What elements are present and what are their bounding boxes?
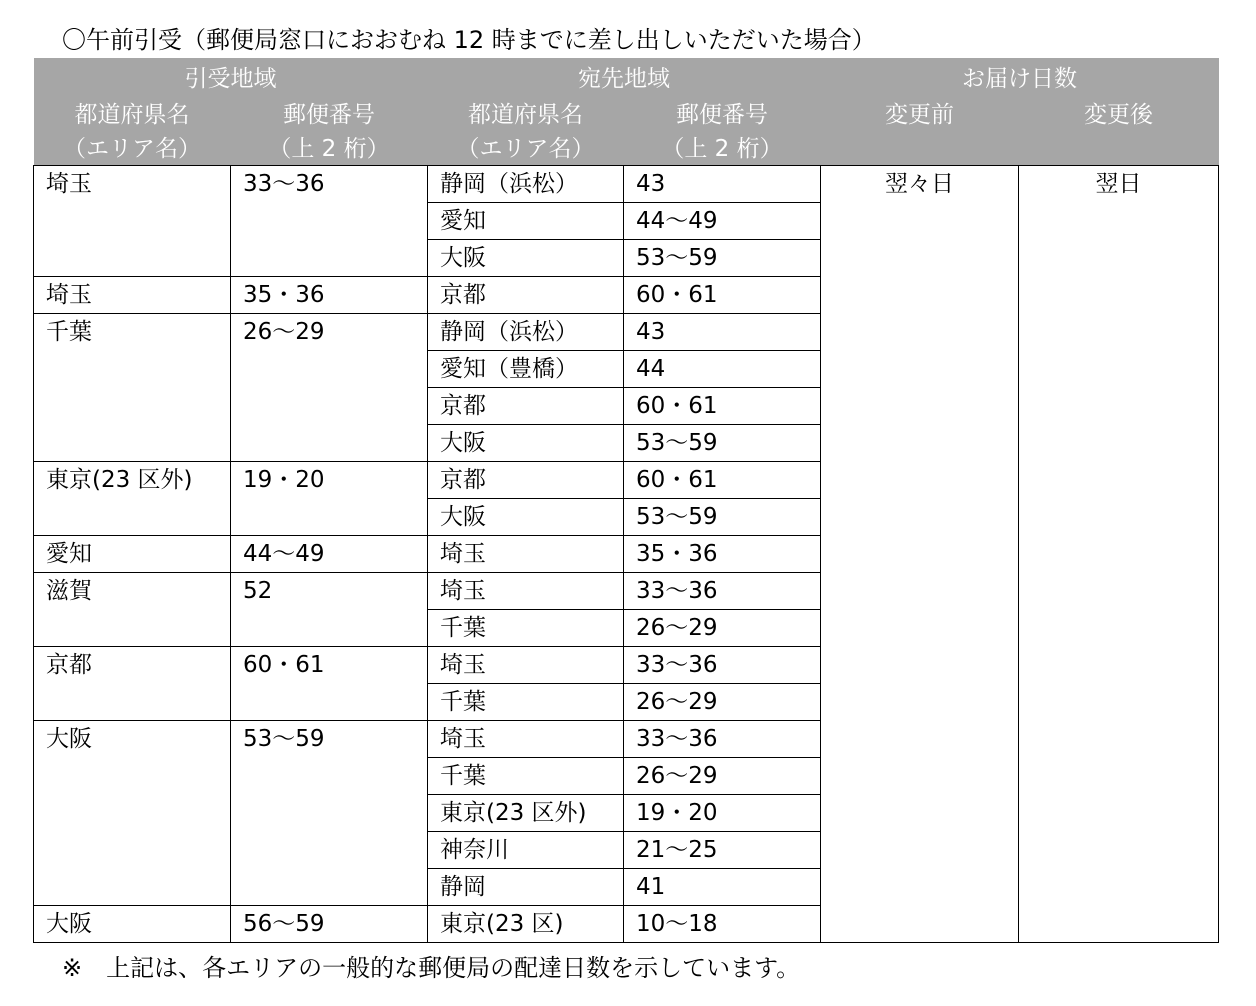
dest-pref-cell: 京都 [428, 462, 624, 499]
page-title: 〇午前引受（郵便局窓口におおむね 12 時までに差し出しいただいた場合） [62, 26, 876, 54]
dest-zip-cell: 53～59 [624, 425, 821, 462]
dest-group-header: 宛先地域 [428, 58, 821, 94]
dest-pref-cell: 千葉 [428, 610, 624, 647]
dest-pref-cell: 埼玉 [428, 536, 624, 573]
dest-pref-cell: 神奈川 [428, 832, 624, 869]
dest-pref-cell: 埼玉 [428, 573, 624, 610]
after-subheader [1019, 130, 1219, 166]
origin-pref-cell: 大阪 [34, 721, 231, 906]
dest-pref-cell: 東京(23 区) [428, 906, 624, 943]
dest-zip-cell: 60・61 [624, 462, 821, 499]
dest-pref-cell: 愛知（豊橋） [428, 351, 624, 388]
dest-zip-cell: 33～36 [624, 647, 821, 684]
origin-zip-header: 郵便番号 [231, 94, 428, 130]
dest-zip-header: 郵便番号 [624, 94, 821, 130]
dest-zip-cell: 41 [624, 869, 821, 906]
origin-pref-cell: 千葉 [34, 314, 231, 462]
origin-pref-header: 都道府県名 [34, 94, 231, 130]
dest-pref-cell: 京都 [428, 277, 624, 314]
table-row [34, 166, 1219, 203]
origin-zip-cell: 56～59 [231, 906, 428, 943]
dest-zip-cell: 44 [624, 351, 821, 388]
dest-pref-cell: 千葉 [428, 684, 624, 721]
delivery-days-table [33, 58, 1219, 943]
days-before-cell: 翌々日 [821, 166, 1019, 943]
dest-zip-cell: 60・61 [624, 277, 821, 314]
dest-pref-cell: 静岡（浜松） [428, 314, 624, 351]
table-header [34, 58, 1219, 166]
dest-pref-header: 都道府県名 [428, 94, 624, 130]
dest-zip-subheader: （上 2 桁） [624, 130, 821, 166]
origin-zip-cell: 52 [231, 573, 428, 647]
before-header: 変更前 [821, 94, 1019, 130]
dest-zip-cell: 43 [624, 314, 821, 351]
origin-zip-cell: 53～59 [231, 721, 428, 906]
table-body [34, 166, 1219, 943]
origin-pref-cell: 東京(23 区外) [34, 462, 231, 536]
dest-pref-cell: 埼玉 [428, 721, 624, 758]
dest-zip-cell: 26～29 [624, 684, 821, 721]
dest-pref-cell: 東京(23 区外) [428, 795, 624, 832]
dest-zip-cell: 60・61 [624, 388, 821, 425]
dest-zip-cell: 53～59 [624, 240, 821, 277]
dest-pref-cell: 千葉 [428, 758, 624, 795]
dest-zip-cell: 53～59 [624, 499, 821, 536]
origin-pref-cell: 大阪 [34, 906, 231, 943]
before-subheader [821, 130, 1019, 166]
origin-zip-cell: 26～29 [231, 314, 428, 462]
dest-pref-cell: 静岡 [428, 869, 624, 906]
dest-zip-cell: 33～36 [624, 721, 821, 758]
dest-zip-cell: 26～29 [624, 758, 821, 795]
after-header: 変更後 [1019, 94, 1219, 130]
origin-zip-cell: 33～36 [231, 166, 428, 277]
origin-zip-cell: 60・61 [231, 647, 428, 721]
dest-zip-cell: 21～25 [624, 832, 821, 869]
dest-pref-cell: 埼玉 [428, 647, 624, 684]
dest-zip-cell: 35・36 [624, 536, 821, 573]
origin-group-header: 引受地域 [34, 58, 428, 94]
dest-zip-cell: 19・20 [624, 795, 821, 832]
dest-zip-cell: 10～18 [624, 906, 821, 943]
dest-zip-cell: 43 [624, 166, 821, 203]
origin-zip-subheader: （上 2 桁） [231, 130, 428, 166]
origin-pref-cell: 滋賀 [34, 573, 231, 647]
origin-zip-cell: 44～49 [231, 536, 428, 573]
dest-zip-cell: 44～49 [624, 203, 821, 240]
dest-pref-cell: 大阪 [428, 499, 624, 536]
dest-zip-cell: 26～29 [624, 610, 821, 647]
dest-pref-cell: 大阪 [428, 425, 624, 462]
days-after-cell: 翌日 [1019, 166, 1219, 943]
origin-pref-cell: 愛知 [34, 536, 231, 573]
days-group-header: お届け日数 [821, 58, 1219, 94]
dest-pref-cell: 京都 [428, 388, 624, 425]
dest-pref-cell: 大阪 [428, 240, 624, 277]
origin-zip-cell: 35・36 [231, 277, 428, 314]
dest-zip-cell: 33～36 [624, 573, 821, 610]
origin-pref-cell: 埼玉 [34, 166, 231, 277]
origin-pref-cell: 京都 [34, 647, 231, 721]
origin-area-subheader: （エリア名） [34, 130, 231, 166]
dest-pref-cell: 静岡（浜松） [428, 166, 624, 203]
dest-area-subheader: （エリア名） [428, 130, 624, 166]
origin-pref-cell: 埼玉 [34, 277, 231, 314]
footnote: ※ 上記は、各エリアの一般的な郵便局の配達日数を示しています。 [62, 954, 801, 982]
dest-pref-cell: 愛知 [428, 203, 624, 240]
origin-zip-cell: 19・20 [231, 462, 428, 536]
